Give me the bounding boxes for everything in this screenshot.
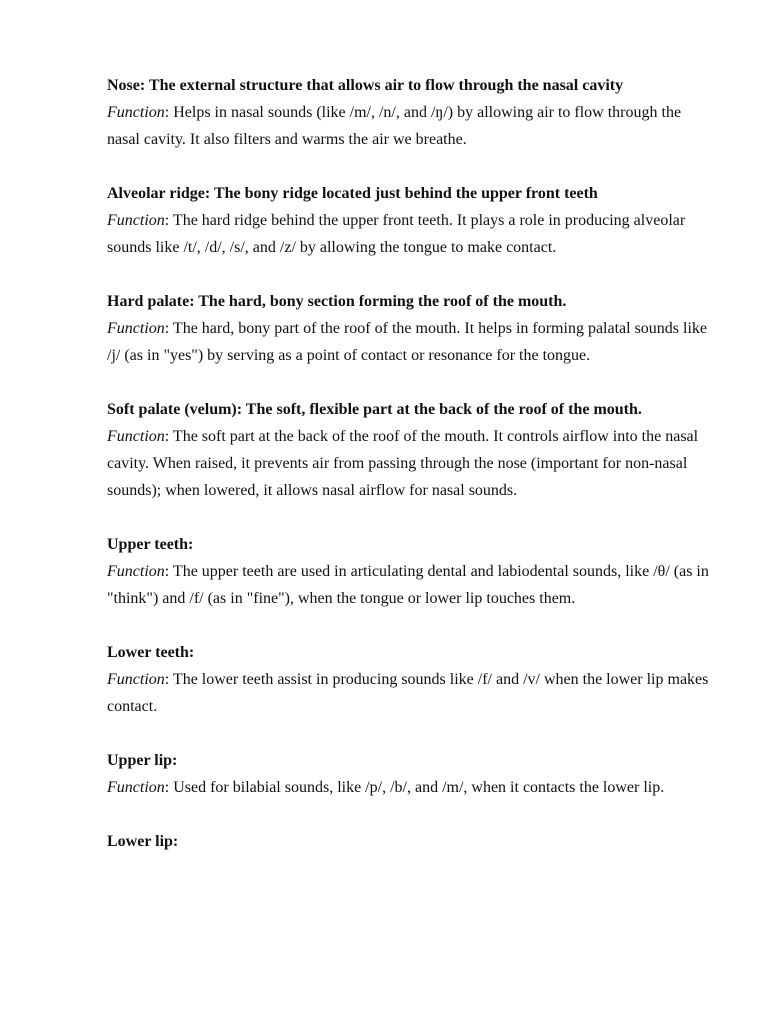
function-text: : Used for bilabial sounds, like /p/, /b/, and /m/, when it contacts the lower lip. — [164, 779, 665, 796]
section-heading: Upper lip: — [107, 752, 178, 769]
section-upper-teeth — [107, 531, 717, 612]
section-heading: Alveolar ridge: The bony ridge located just behind the upper front teeth — [107, 185, 598, 202]
function-text: : Helps in nasal sounds (like /m/, /n/, and /ŋ/) by allowing air to flow through the nasal cavity. It also filters and warms the air we breathe. — [107, 104, 682, 148]
section-body — [107, 99, 717, 153]
function-label: Function — [107, 563, 165, 580]
section-heading: Soft palate (velum): The soft, flexible part at the back of the roof of the mouth. — [107, 401, 642, 418]
section-body — [107, 666, 717, 720]
section-heading: Nose: The external structure that allows air to flow through the nasal cavity — [107, 77, 624, 94]
function-label: Function — [107, 779, 165, 796]
function-text: : The hard ridge behind the upper front teeth. It plays a role in producing alveolar sounds like /t/, /d/, /s/, and /z/ by allowing the tongue to make contact. — [107, 212, 686, 256]
section-soft-palate — [107, 396, 717, 504]
function-text: : The soft part at the back of the roof of the mouth. It controls airflow into the nasal cavity. When raised, it prevents air from passing through the nose (important for non-nasal sounds); when lowered, it allows nasal airflow for nasal sounds. — [107, 428, 699, 499]
section-heading: Lower lip: — [107, 833, 179, 850]
section-lower-lip — [107, 828, 717, 855]
section-body — [107, 423, 717, 504]
function-label: Function — [107, 671, 165, 688]
function-label: Function — [107, 320, 165, 337]
function-label: Function — [107, 212, 165, 229]
function-text: : The lower teeth assist in producing sounds like /f/ and /v/ when the lower lip makes contact. — [107, 671, 709, 715]
document-content — [107, 72, 717, 882]
section-heading: Lower teeth: — [107, 644, 195, 661]
section-body — [107, 207, 717, 261]
function-label: Function — [107, 428, 165, 445]
section-heading: Hard palate: The hard, bony section forming the roof of the mouth. — [107, 293, 567, 310]
section-upper-lip — [107, 747, 717, 801]
section-heading: Upper teeth: — [107, 536, 194, 553]
section-nose — [107, 72, 717, 153]
function-label: Function — [107, 104, 165, 121]
section-body — [107, 558, 717, 612]
section-body — [107, 315, 717, 369]
section-alveolar-ridge — [107, 180, 717, 261]
section-hard-palate — [107, 288, 717, 369]
section-body — [107, 774, 717, 801]
function-text: : The upper teeth are used in articulating dental and labiodental sounds, like /θ/ (as in "think") and /f/ (as in "fine"), when the tongue or lower lip touches them. — [107, 563, 709, 607]
function-text: : The hard, bony part of the roof of the mouth. It helps in forming palatal sounds like /j/ (as in "yes") by serving as a point of contact or resonance for the tongue. — [107, 320, 708, 364]
section-lower-teeth — [107, 639, 717, 720]
